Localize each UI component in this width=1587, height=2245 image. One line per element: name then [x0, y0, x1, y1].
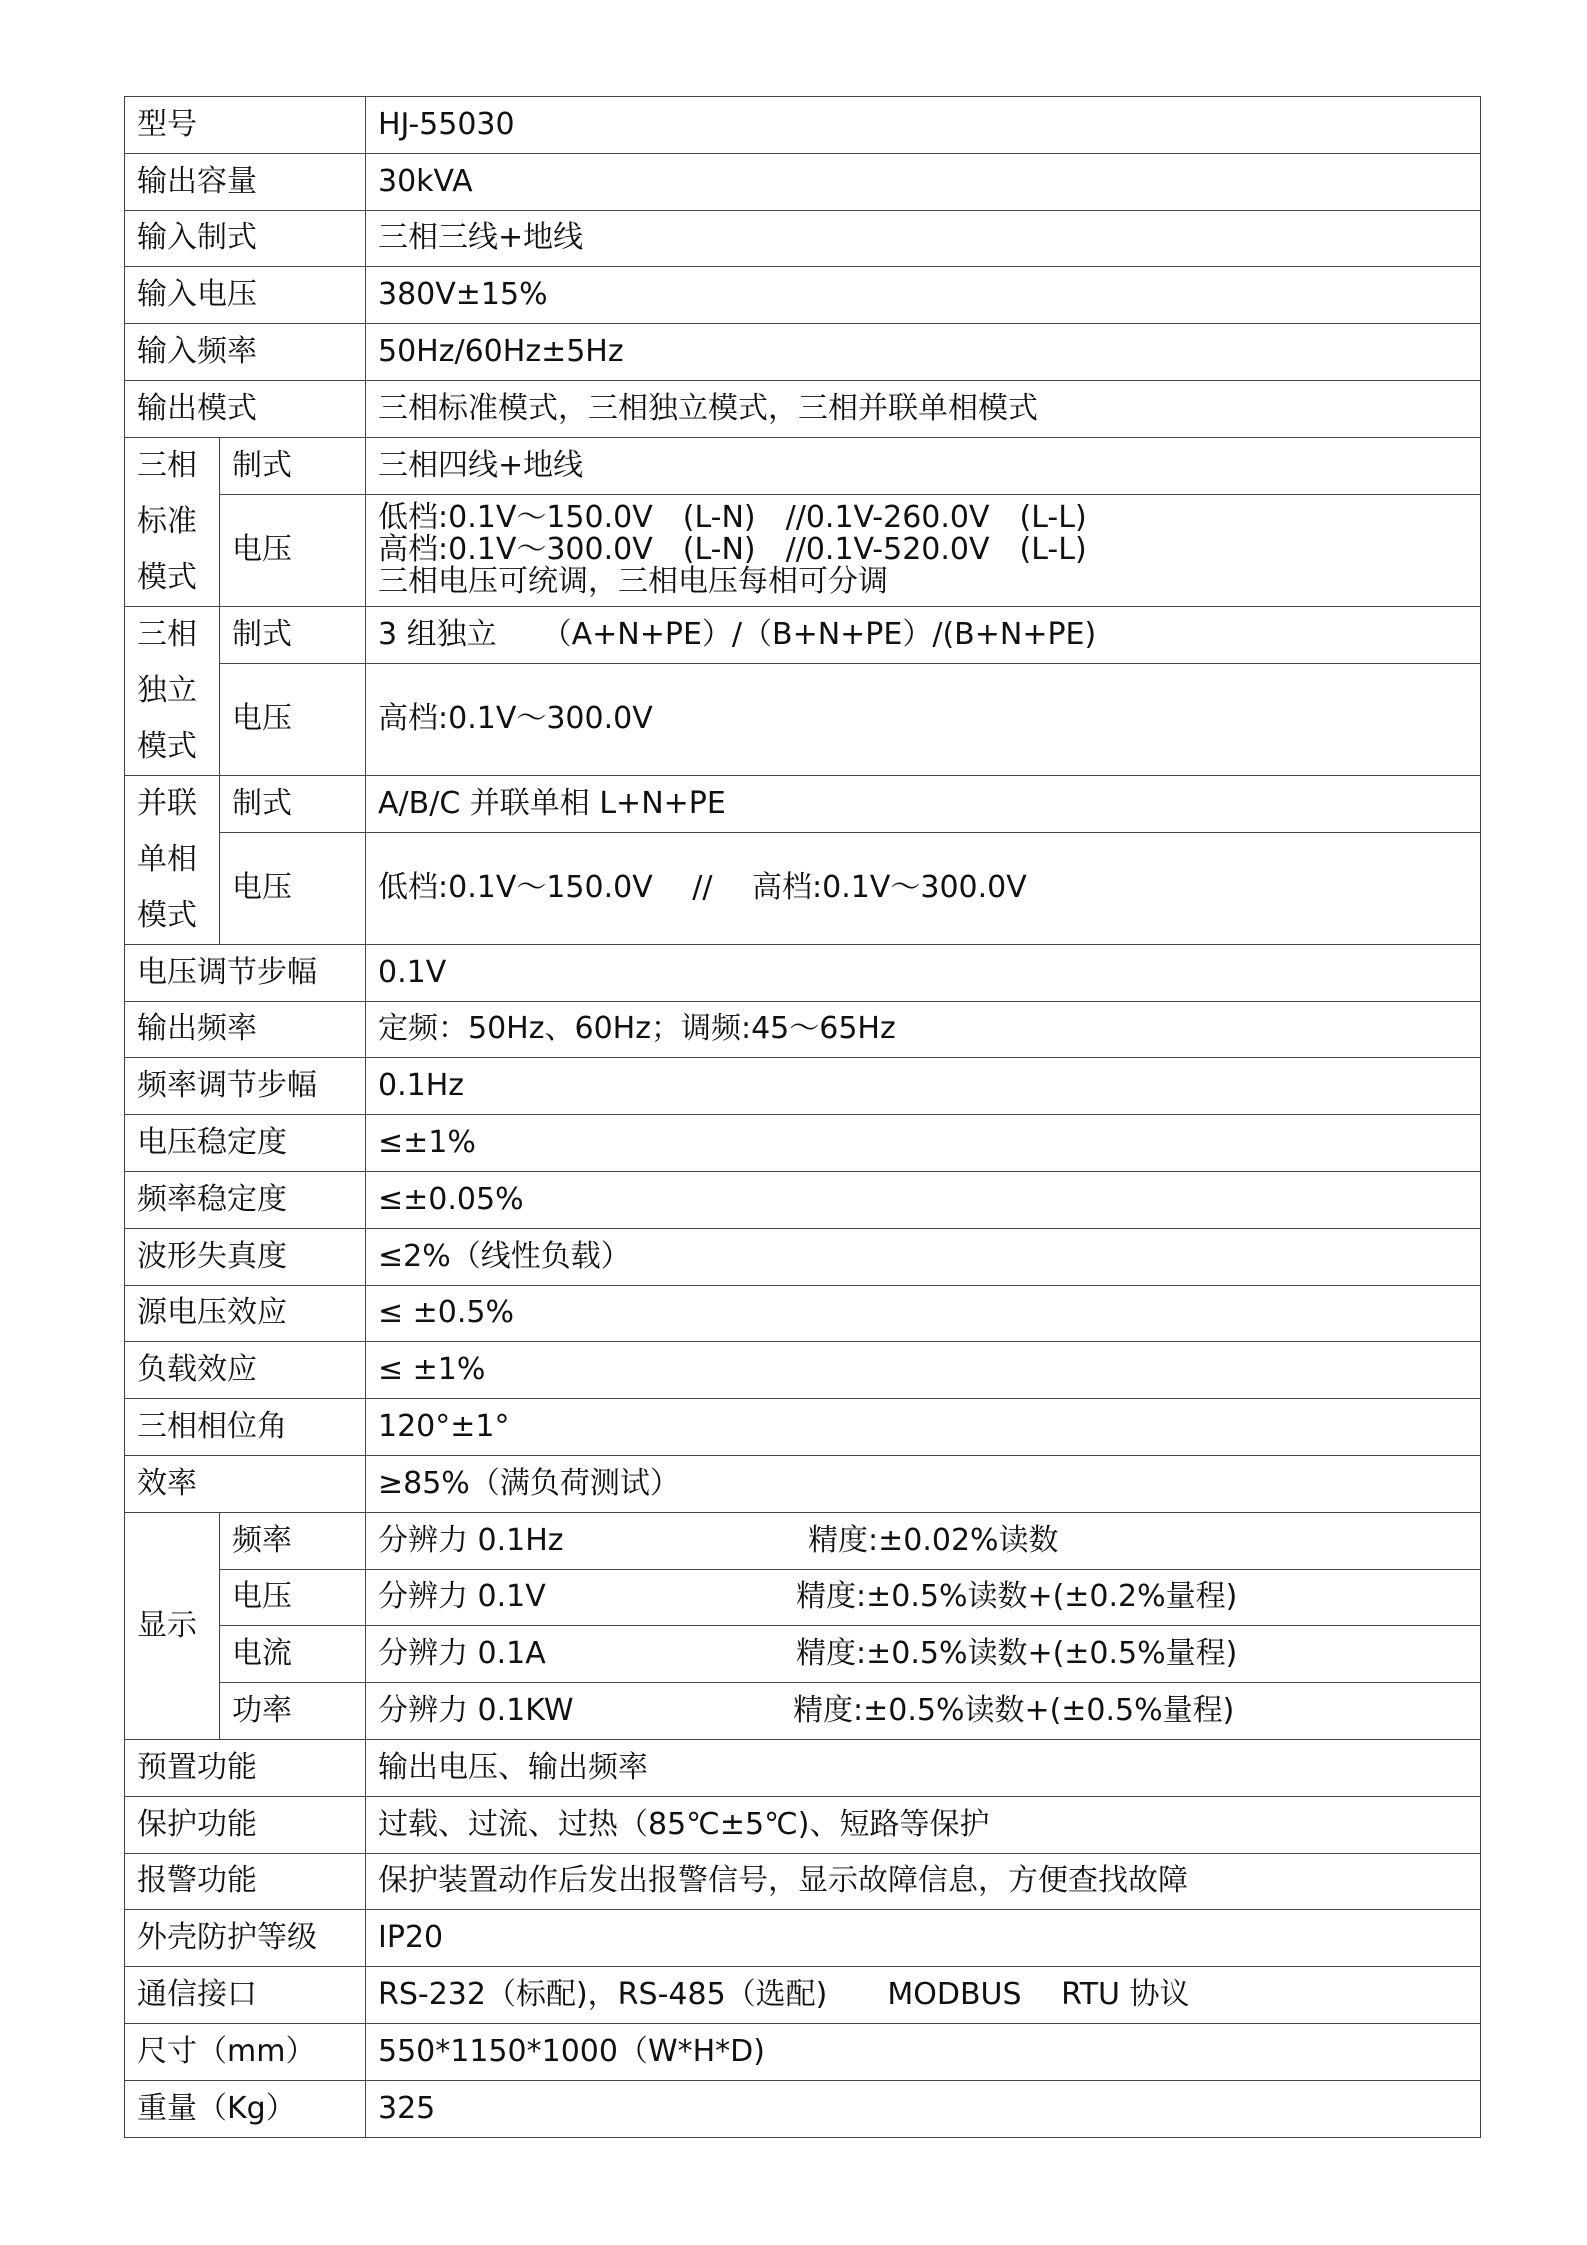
row-value: 定频：50Hz、60Hz；调频:45～65Hz [366, 1001, 1481, 1058]
row-label: 频率调节步幅 [125, 1058, 366, 1115]
row-label: 效率 [125, 1455, 366, 1512]
table-row [125, 1796, 1481, 1853]
table-row [125, 1058, 1481, 1115]
voltage-line: 低档:0.1V～150.0V (L-N) //0.1V-260.0V (L-L) [378, 500, 1087, 536]
table-row [125, 832, 1481, 944]
row-label: 三相相位角 [125, 1399, 366, 1456]
row-label: 通信接口 [125, 1967, 366, 2024]
table-row [125, 775, 1481, 832]
table-row [125, 1228, 1481, 1285]
row-value: ≤ ±1% [366, 1342, 1481, 1399]
row-label: 负载效应 [125, 1342, 366, 1399]
row-value: 三相四线+地线 [366, 437, 1481, 494]
accuracy: 精度:±0.5%读数+(±0.5%量程) [796, 1636, 1238, 1672]
sub-label: 制式 [220, 437, 366, 494]
table-row [125, 944, 1481, 1001]
table-row [125, 1171, 1481, 1228]
table-row [125, 153, 1481, 210]
spec-table [124, 96, 1481, 2138]
row-label: 输出频率 [125, 1001, 366, 1058]
sub-label: 电压 [220, 832, 366, 944]
voltage-line: 三相电压可统调，三相电压每相可分调 [378, 564, 888, 600]
table-row [125, 267, 1481, 324]
row-value: 30kVA [366, 153, 1481, 210]
voltage-line: 高档:0.1V～300.0V (L-N) //0.1V-520.0V (L-L) [378, 532, 1087, 568]
sub-label: 电流 [220, 1626, 366, 1683]
resolution: 分辨力 0.1Hz [378, 1522, 564, 1558]
row-label: 预置功能 [125, 1739, 366, 1796]
table-row [125, 1683, 1481, 1740]
display-spec [366, 1683, 1481, 1740]
group-label-line: 标准 [137, 503, 197, 539]
row-label: 电压稳定度 [125, 1115, 366, 1172]
sub-label: 制式 [220, 606, 366, 663]
display-spec [366, 1569, 1481, 1626]
group-label-line: 模式 [137, 559, 197, 595]
sub-label: 电压 [220, 663, 366, 775]
table-row [125, 324, 1481, 381]
sub-label: 频率 [220, 1512, 366, 1569]
row-value: 三相标准模式，三相独立模式，三相并联单相模式 [366, 380, 1481, 437]
group-label-line: 独立 [137, 672, 197, 708]
row-label: 输出模式 [125, 380, 366, 437]
group-label-line: 模式 [137, 728, 197, 764]
row-value: 0.1V [366, 944, 1481, 1001]
row-label: 型号 [125, 97, 366, 154]
accuracy: 精度:±0.5%读数+(±0.2%量程) [796, 1579, 1238, 1615]
resolution: 分辨力 0.1KW [378, 1693, 574, 1729]
row-value: 380V±15% [366, 267, 1481, 324]
row-value: IP20 [366, 1910, 1481, 1967]
group-label-display: 显示 [125, 1512, 220, 1739]
row-label: 输入频率 [125, 324, 366, 381]
table-row [125, 1626, 1481, 1683]
sub-label: 功率 [220, 1683, 366, 1740]
table-row [125, 210, 1481, 267]
group-label-independent-mode [125, 606, 220, 775]
resolution: 分辨力 0.1V [378, 1579, 546, 1615]
sub-label: 制式 [220, 775, 366, 832]
row-value: 保护装置动作后发出报警信号，显示故障信息，方便查找故障 [366, 1853, 1481, 1910]
row-label: 尺寸（mm） [125, 2023, 366, 2080]
row-value: 120°±1° [366, 1399, 1481, 1456]
group-label-line: 并联 [137, 785, 197, 821]
row-label: 波形失真度 [125, 1228, 366, 1285]
table-row [125, 1342, 1481, 1399]
table-row [125, 663, 1481, 775]
accuracy: 精度:±0.5%读数+(±0.5%量程) [793, 1693, 1235, 1729]
table-row [125, 97, 1481, 154]
row-value: 高档:0.1V～300.0V [366, 663, 1481, 775]
row-value: 0.1Hz [366, 1058, 1481, 1115]
row-label: 输入电压 [125, 267, 366, 324]
table-row [125, 606, 1481, 663]
row-value: 325 [366, 2080, 1481, 2137]
row-value: 低档:0.1V～150.0V // 高档:0.1V～300.0V [366, 832, 1481, 944]
group-label-line: 模式 [137, 897, 197, 933]
row-value: 过载、过流、过热（85℃±5℃)、短路等保护 [366, 1796, 1481, 1853]
table-row [125, 1001, 1481, 1058]
group-label-standard-mode [125, 437, 220, 606]
table-row [125, 1399, 1481, 1456]
table-row [125, 437, 1481, 494]
table-row [125, 1512, 1481, 1569]
resolution: 分辨力 0.1A [378, 1636, 546, 1672]
row-value: ≤±0.05% [366, 1171, 1481, 1228]
row-value: HJ-55030 [366, 97, 1481, 154]
display-spec [366, 1512, 1481, 1569]
row-label: 报警功能 [125, 1853, 366, 1910]
row-value: A/B/C 并联单相 L+N+PE [366, 775, 1481, 832]
row-value: ≤±1% [366, 1115, 1481, 1172]
display-spec [366, 1626, 1481, 1683]
sub-label: 电压 [220, 494, 366, 606]
table-row [125, 1455, 1481, 1512]
table-row [125, 1739, 1481, 1796]
row-value: ≥85%（满负荷测试） [366, 1455, 1481, 1512]
row-value: 3 组独立 （A+N+PE）/（B+N+PE）/(B+N+PE) [366, 606, 1481, 663]
row-value: 550*1150*1000（W*H*D) [366, 2023, 1481, 2080]
row-label: 重量（Kg） [125, 2080, 366, 2137]
row-label: 保护功能 [125, 1796, 366, 1853]
row-value: 50Hz/60Hz±5Hz [366, 324, 1481, 381]
row-label: 外壳防护等级 [125, 1910, 366, 1967]
table-row [125, 380, 1481, 437]
table-row [125, 1569, 1481, 1626]
row-label: 输入制式 [125, 210, 366, 267]
table-row [125, 1115, 1481, 1172]
row-label: 电压调节步幅 [125, 944, 366, 1001]
row-label: 输出容量 [125, 153, 366, 210]
group-label-line: 三相 [137, 447, 197, 483]
row-value: 三相三线+地线 [366, 210, 1481, 267]
table-row [125, 1967, 1481, 2024]
table-row [125, 1285, 1481, 1342]
group-label-parallel-mode [125, 775, 220, 944]
row-value: ≤2%（线性负载） [366, 1228, 1481, 1285]
table-row [125, 2080, 1481, 2137]
group-label-line: 单相 [137, 841, 197, 877]
table-row [125, 1853, 1481, 1910]
row-label: 源电压效应 [125, 1285, 366, 1342]
group-label-line: 三相 [137, 616, 197, 652]
table-row [125, 1910, 1481, 1967]
voltage-lines [366, 494, 1481, 606]
table-row [125, 494, 1481, 606]
accuracy: 精度:±0.02%读数 [808, 1522, 1059, 1558]
row-value: 输出电压、输出频率 [366, 1739, 1481, 1796]
table-row [125, 2023, 1481, 2080]
row-value: ≤ ±0.5% [366, 1285, 1481, 1342]
sub-label: 电压 [220, 1569, 366, 1626]
row-value: RS-232（标配)，RS-485（选配) MODBUS RTU 协议 [366, 1967, 1481, 2024]
row-label: 频率稳定度 [125, 1171, 366, 1228]
